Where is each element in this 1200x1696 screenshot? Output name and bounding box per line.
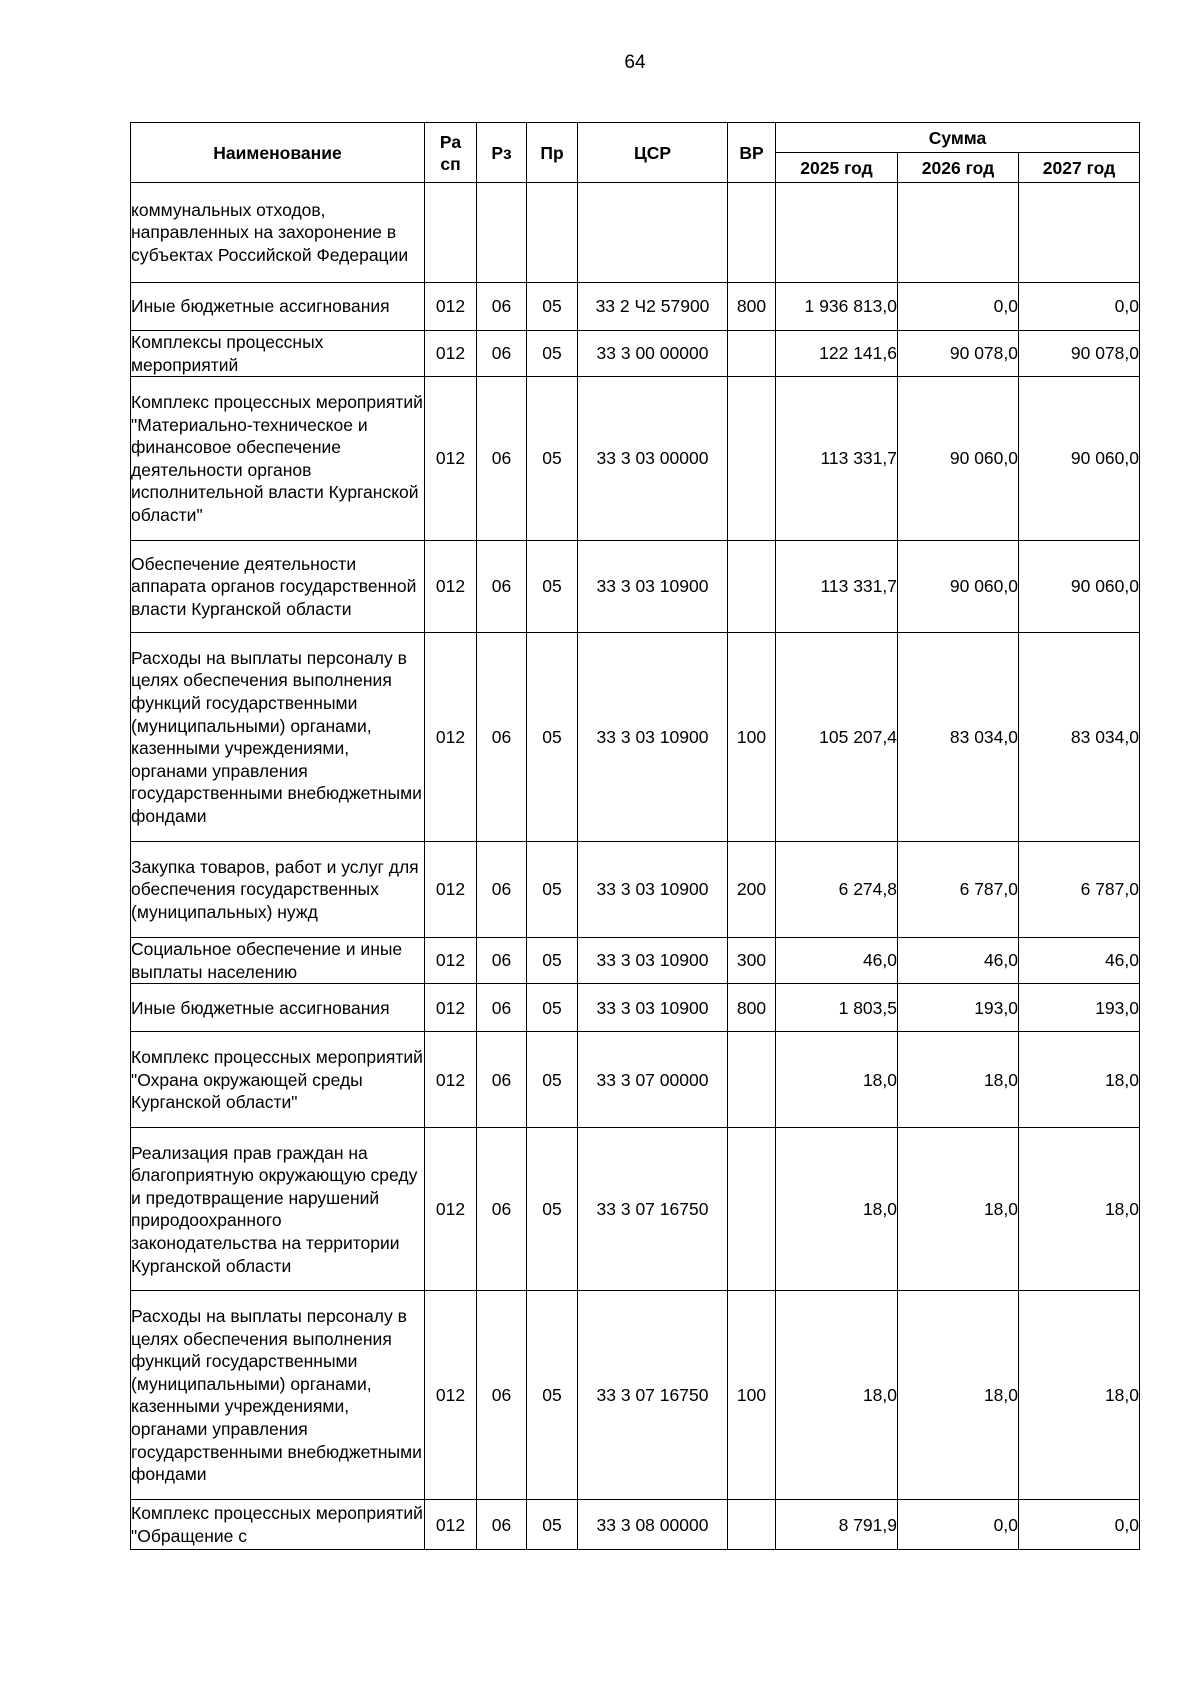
page-number: 64 — [624, 52, 646, 73]
header-csr: ЦСР — [578, 123, 728, 183]
cell-sum-2025: 122 141,6 — [776, 331, 898, 377]
cell-sum-2025: 113 331,7 — [776, 541, 898, 633]
table-row — [131, 984, 1140, 1032]
cell-name: Реализация прав граждан на благоприятную окружающую среду и предотвращение нарушений природоохранного законодательства на территории Курганской области — [131, 1128, 425, 1291]
cell-pr: 05 — [527, 1291, 578, 1500]
cell-sum-2025: 18,0 — [776, 1032, 898, 1128]
cell-sum-2027: 193,0 — [1019, 984, 1140, 1032]
cell-sum-2027: 83 034,0 — [1019, 633, 1140, 842]
cell-rz: 06 — [477, 541, 527, 633]
cell-sum-2026: 18,0 — [898, 1291, 1019, 1500]
table-row — [131, 541, 1140, 633]
cell-name: Иные бюджетные ассигнования — [131, 283, 425, 331]
cell-pr: 05 — [527, 1032, 578, 1128]
cell-rz — [477, 183, 527, 283]
cell-sum-2027: 90 060,0 — [1019, 541, 1140, 633]
cell-name: Социальное обеспечение и иные выплаты населению — [131, 938, 425, 984]
table-row — [131, 633, 1140, 842]
table-header — [131, 123, 1140, 183]
cell-csr: 33 3 07 16750 — [578, 1128, 728, 1291]
cell-rasp: 012 — [425, 1032, 477, 1128]
cell-rasp: 012 — [425, 331, 477, 377]
table-row — [131, 1291, 1140, 1500]
cell-pr: 05 — [527, 377, 578, 541]
cell-sum-2025: 18,0 — [776, 1128, 898, 1291]
cell-sum-2025: 105 207,4 — [776, 633, 898, 842]
cell-sum-2026 — [898, 183, 1019, 283]
cell-vr — [728, 1500, 776, 1550]
cell-name: Расходы на выплаты персоналу в целях обеспечения выполнения функций государственными (муниципальными) органами, казенными учреждениями, органами управления государственными внебюджетными фондами — [131, 1291, 425, 1500]
cell-name: Расходы на выплаты персоналу в целях обеспечения выполнения функций государственными (муниципальными) органами, казенными учреждениями, органами управления государственными внебюджетными фондами — [131, 633, 425, 842]
cell-sum-2027: 18,0 — [1019, 1128, 1140, 1291]
cell-rasp: 012 — [425, 283, 477, 331]
cell-vr — [728, 183, 776, 283]
table-row — [131, 331, 1140, 377]
cell-name: Обеспечение деятельности аппарата органов государственной власти Курганской области — [131, 541, 425, 633]
cell-csr: 33 3 03 10900 — [578, 842, 728, 938]
cell-pr: 05 — [527, 1500, 578, 1550]
cell-pr: 05 — [527, 842, 578, 938]
cell-csr: 33 3 08 00000 — [578, 1500, 728, 1550]
cell-sum-2026: 18,0 — [898, 1032, 1019, 1128]
cell-sum-2025: 8 791,9 — [776, 1500, 898, 1550]
cell-rz: 06 — [477, 377, 527, 541]
cell-sum-2026: 6 787,0 — [898, 842, 1019, 938]
cell-rz: 06 — [477, 633, 527, 842]
cell-sum-2027: 90 060,0 — [1019, 377, 1140, 541]
cell-vr — [728, 331, 776, 377]
cell-csr: 33 3 07 00000 — [578, 1032, 728, 1128]
header-year-2027: 2027 год — [1019, 153, 1140, 183]
cell-sum-2026: 0,0 — [898, 283, 1019, 331]
cell-name: Закупка товаров, работ и услуг для обеспечения государственных (муниципальных) нужд — [131, 842, 425, 938]
header-rasp-top: Ра — [439, 131, 462, 152]
cell-rz: 06 — [477, 1291, 527, 1500]
cell-vr: 300 — [728, 938, 776, 984]
cell-pr: 05 — [527, 283, 578, 331]
header-year-2026: 2026 год — [898, 153, 1019, 183]
cell-rz: 06 — [477, 1128, 527, 1291]
cell-sum-2027: 46,0 — [1019, 938, 1140, 984]
cell-sum-2027: 6 787,0 — [1019, 842, 1140, 938]
cell-csr: 33 3 03 00000 — [578, 377, 728, 541]
cell-rasp: 012 — [425, 1128, 477, 1291]
cell-sum-2025: 46,0 — [776, 938, 898, 984]
cell-rz: 06 — [477, 1032, 527, 1128]
cell-pr: 05 — [527, 984, 578, 1032]
cell-vr: 200 — [728, 842, 776, 938]
cell-name: Комплекс процессных мероприятий "Материально-техническое и финансовое обеспечение деятельности органов исполнительной власти Курганской области" — [131, 377, 425, 541]
cell-sum-2025: 1 803,5 — [776, 984, 898, 1032]
header-pr: Пр — [527, 123, 578, 183]
cell-rasp: 012 — [425, 541, 477, 633]
cell-rasp: 012 — [425, 842, 477, 938]
cell-csr: 33 3 00 00000 — [578, 331, 728, 377]
header-sum: Сумма — [776, 123, 1140, 153]
cell-csr: 33 3 03 10900 — [578, 938, 728, 984]
cell-sum-2025: 1 936 813,0 — [776, 283, 898, 331]
header-rasp-bottom: сп — [440, 153, 461, 174]
cell-pr: 05 — [527, 1128, 578, 1291]
cell-rz: 06 — [477, 1500, 527, 1550]
cell-name: Комплекс процессных мероприятий "Обращение с — [131, 1500, 425, 1550]
cell-sum-2025: 18,0 — [776, 1291, 898, 1500]
cell-vr — [728, 377, 776, 541]
cell-rz: 06 — [477, 842, 527, 938]
cell-sum-2026: 193,0 — [898, 984, 1019, 1032]
cell-sum-2027: 0,0 — [1019, 1500, 1140, 1550]
cell-rz: 06 — [477, 283, 527, 331]
cell-vr: 800 — [728, 283, 776, 331]
cell-csr: 33 2 Ч2 57900 — [578, 283, 728, 331]
cell-rz: 06 — [477, 331, 527, 377]
cell-rz: 06 — [477, 984, 527, 1032]
cell-sum-2027: 0,0 — [1019, 283, 1140, 331]
cell-sum-2027: 90 078,0 — [1019, 331, 1140, 377]
header-name: Наименование — [131, 123, 425, 183]
cell-sum-2026: 18,0 — [898, 1128, 1019, 1291]
cell-rasp: 012 — [425, 633, 477, 842]
table-row — [131, 842, 1140, 938]
cell-csr: 33 3 03 10900 — [578, 541, 728, 633]
table-row — [131, 183, 1140, 283]
table-row — [131, 1500, 1140, 1550]
table-row — [131, 377, 1140, 541]
cell-rasp: 012 — [425, 984, 477, 1032]
cell-vr: 800 — [728, 984, 776, 1032]
cell-sum-2027 — [1019, 183, 1140, 283]
cell-sum-2026: 90 060,0 — [898, 541, 1019, 633]
cell-name: Иные бюджетные ассигнования — [131, 984, 425, 1032]
cell-sum-2026: 90 078,0 — [898, 331, 1019, 377]
header-year-2025: 2025 год — [776, 153, 898, 183]
cell-pr: 05 — [527, 633, 578, 842]
cell-sum-2026: 0,0 — [898, 1500, 1019, 1550]
cell-vr: 100 — [728, 1291, 776, 1500]
header-rasp — [425, 123, 477, 183]
cell-pr — [527, 183, 578, 283]
cell-pr: 05 — [527, 331, 578, 377]
header-rz: Рз — [477, 123, 527, 183]
cell-sum-2026: 90 060,0 — [898, 377, 1019, 541]
cell-csr: 33 3 03 10900 — [578, 984, 728, 1032]
cell-csr — [578, 183, 728, 283]
cell-name: коммунальных отходов, направленных на захоронение в субъектах Российской Федерации — [131, 183, 425, 283]
cell-sum-2025: 113 331,7 — [776, 377, 898, 541]
cell-rasp: 012 — [425, 938, 477, 984]
cell-csr: 33 3 03 10900 — [578, 633, 728, 842]
cell-sum-2025 — [776, 183, 898, 283]
cell-rasp: 012 — [425, 1291, 477, 1500]
table-row — [131, 1128, 1140, 1291]
cell-pr: 05 — [527, 541, 578, 633]
table-row — [131, 938, 1140, 984]
cell-name: Комплекс процессных мероприятий "Охрана окружающей среды Курганской области" — [131, 1032, 425, 1128]
cell-rasp: 012 — [425, 377, 477, 541]
cell-vr: 100 — [728, 633, 776, 842]
cell-sum-2027: 18,0 — [1019, 1032, 1140, 1128]
cell-name: Комплексы процессных мероприятий — [131, 331, 425, 377]
table-row — [131, 283, 1140, 331]
cell-sum-2025: 6 274,8 — [776, 842, 898, 938]
cell-vr — [728, 541, 776, 633]
cell-rasp: 012 — [425, 1500, 477, 1550]
cell-vr — [728, 1032, 776, 1128]
table-body — [131, 183, 1140, 1550]
cell-pr: 05 — [527, 938, 578, 984]
cell-rasp — [425, 183, 477, 283]
cell-vr — [728, 1128, 776, 1291]
cell-sum-2026: 46,0 — [898, 938, 1019, 984]
budget-table — [130, 122, 1140, 1550]
header-vr: ВР — [728, 123, 776, 183]
cell-sum-2026: 83 034,0 — [898, 633, 1019, 842]
cell-sum-2027: 18,0 — [1019, 1291, 1140, 1500]
cell-rz: 06 — [477, 938, 527, 984]
table-row — [131, 1032, 1140, 1128]
cell-csr: 33 3 07 16750 — [578, 1291, 728, 1500]
